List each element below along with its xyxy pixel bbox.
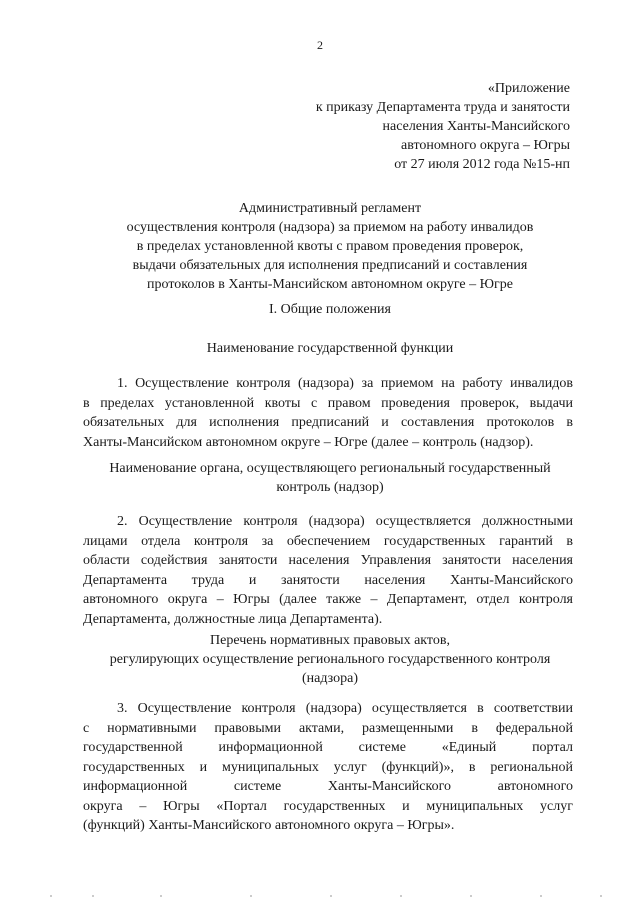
paragraph-line: государственных и муниципальных услуг (функций)», в региональной: [83, 759, 573, 775]
scan-speck: [92, 895, 94, 897]
paragraph-line: обязательных для исполнения предписаний и составления протоколов в: [83, 415, 573, 430]
paragraph-3: [83, 699, 573, 836]
paragraph-line: (функций) Ханты-Мансийского автономного округа – Югры».: [83, 818, 455, 833]
document-title: [90, 199, 570, 294]
scan-speck: [600, 895, 602, 897]
appendix-line: населения Ханты-Мансийского: [382, 119, 570, 134]
scan-speck: [400, 895, 402, 897]
heading-authority-name: [80, 459, 580, 497]
heading-function-name: [80, 339, 580, 358]
heading-line: регулирующих осуществление регионального государственного контроля: [109, 652, 551, 667]
paragraph-line: 3. Осуществление контроля (надзора) осуществляется в соответствии: [117, 701, 573, 716]
paragraph-line: в пределах установленной квоты с правом проведения проверок, выдачи: [83, 395, 573, 411]
heading-line: (надзора): [302, 671, 358, 686]
page-number: 2: [317, 38, 323, 52]
paragraph-line: 2. Осуществление контроля (надзора) осуществляется должностными: [117, 514, 573, 529]
paragraph-line: округа – Югры «Портал государственных и муниципальных услуг: [83, 798, 573, 814]
scan-speck: [330, 895, 332, 897]
title-line: Административный регламент: [238, 201, 422, 216]
paragraph-line: информационной системе Ханты-Мансийского автономного: [83, 779, 573, 794]
title-line: протоколов в Ханты-Мансийском автономном округе – Югре: [147, 277, 513, 292]
appendix-line: автономного округа – Югры: [401, 138, 570, 153]
heading-line: Наименование органа, осуществляющего региональный государственный: [109, 461, 551, 476]
paragraph-line: области содействия занятости населения Управления занятости населения: [83, 553, 573, 568]
paragraph-line: 1. Осуществление контроля (надзора) за приемом на работу инвалидов: [117, 376, 573, 391]
scan-speck: [250, 895, 252, 897]
title-line: осуществления контроля (надзора) за приемом на работу инвалидов: [126, 220, 534, 235]
heading-legal-acts: [80, 631, 580, 688]
appendix-line: «Приложение: [487, 81, 570, 96]
section-title: I. Общие положения: [269, 302, 391, 317]
paragraph-line: Департамента труда и занятости населения Ханты-Мансийского: [83, 572, 573, 588]
appendix-block: [316, 79, 570, 174]
appendix-line: к приказу Департамента труда и занятости: [315, 100, 570, 115]
paragraph-line: государственной информационной системе «Единый портал: [83, 740, 573, 755]
paragraph-line: лицами отдела контроля за обеспечением государственных гарантий в: [83, 533, 573, 549]
paragraph-line: с нормативными правовыми актами, размещенными в федеральной: [83, 720, 573, 736]
scan-speck: [540, 895, 542, 897]
heading-line: контроль (надзор): [276, 480, 384, 495]
title-line: в пределах установленной квоты с правом проведения проверок,: [136, 239, 524, 254]
appendix-line: от 27 июля 2012 года №15-нп: [394, 157, 570, 172]
paragraph-line: Департамента, должностные лица Департамента).: [83, 611, 383, 627]
scan-artifacts: [0, 895, 640, 901]
scan-speck: [160, 895, 162, 897]
heading-line: Перечень нормативных правовых актов,: [210, 633, 450, 648]
paragraph-2: [83, 512, 573, 629]
scan-speck: [470, 895, 472, 897]
paragraph-1: [83, 374, 573, 452]
paragraph-line: Ханты-Мансийском автономном округе – Югре (далее – контроль (надзор).: [83, 434, 534, 450]
scan-speck: [50, 895, 52, 897]
paragraph-line: автономного округа – Югры (далее также – Департамент, отдел контроля: [83, 592, 573, 607]
heading-line: Наименование государственной функции: [206, 341, 454, 356]
title-line: выдачи обязательных для исполнения предписаний и составления: [132, 258, 528, 273]
